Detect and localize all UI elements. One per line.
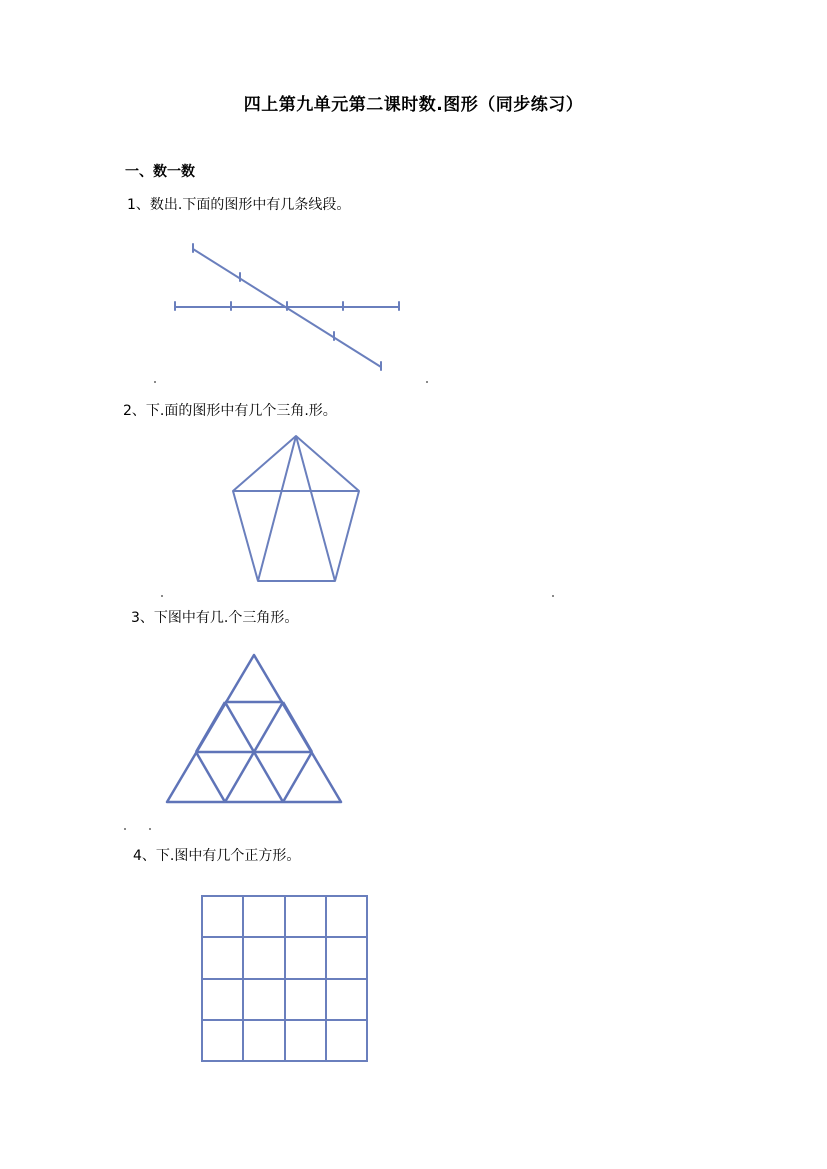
section-heading: 一、数一数 <box>125 164 195 180</box>
scan-speck <box>552 595 554 597</box>
question-4-text: 4、下.图中有几个正方形。 <box>133 848 301 864</box>
scan-speck <box>149 828 151 830</box>
page-title: 四上第九单元第二课时数.图形（同步练习） <box>243 95 584 115</box>
question-2-text: 2、下.面的图形中有几个三角.形。 <box>123 403 337 419</box>
scan-speck <box>426 381 428 383</box>
question-3-text: 3、下图中有几.个三角形。 <box>131 610 299 626</box>
scan-speck <box>124 828 126 830</box>
scan-speck <box>161 595 163 597</box>
question-1-text: 1、数出.下面的图形中有几条线段。 <box>127 197 351 213</box>
scan-speck <box>154 381 156 383</box>
